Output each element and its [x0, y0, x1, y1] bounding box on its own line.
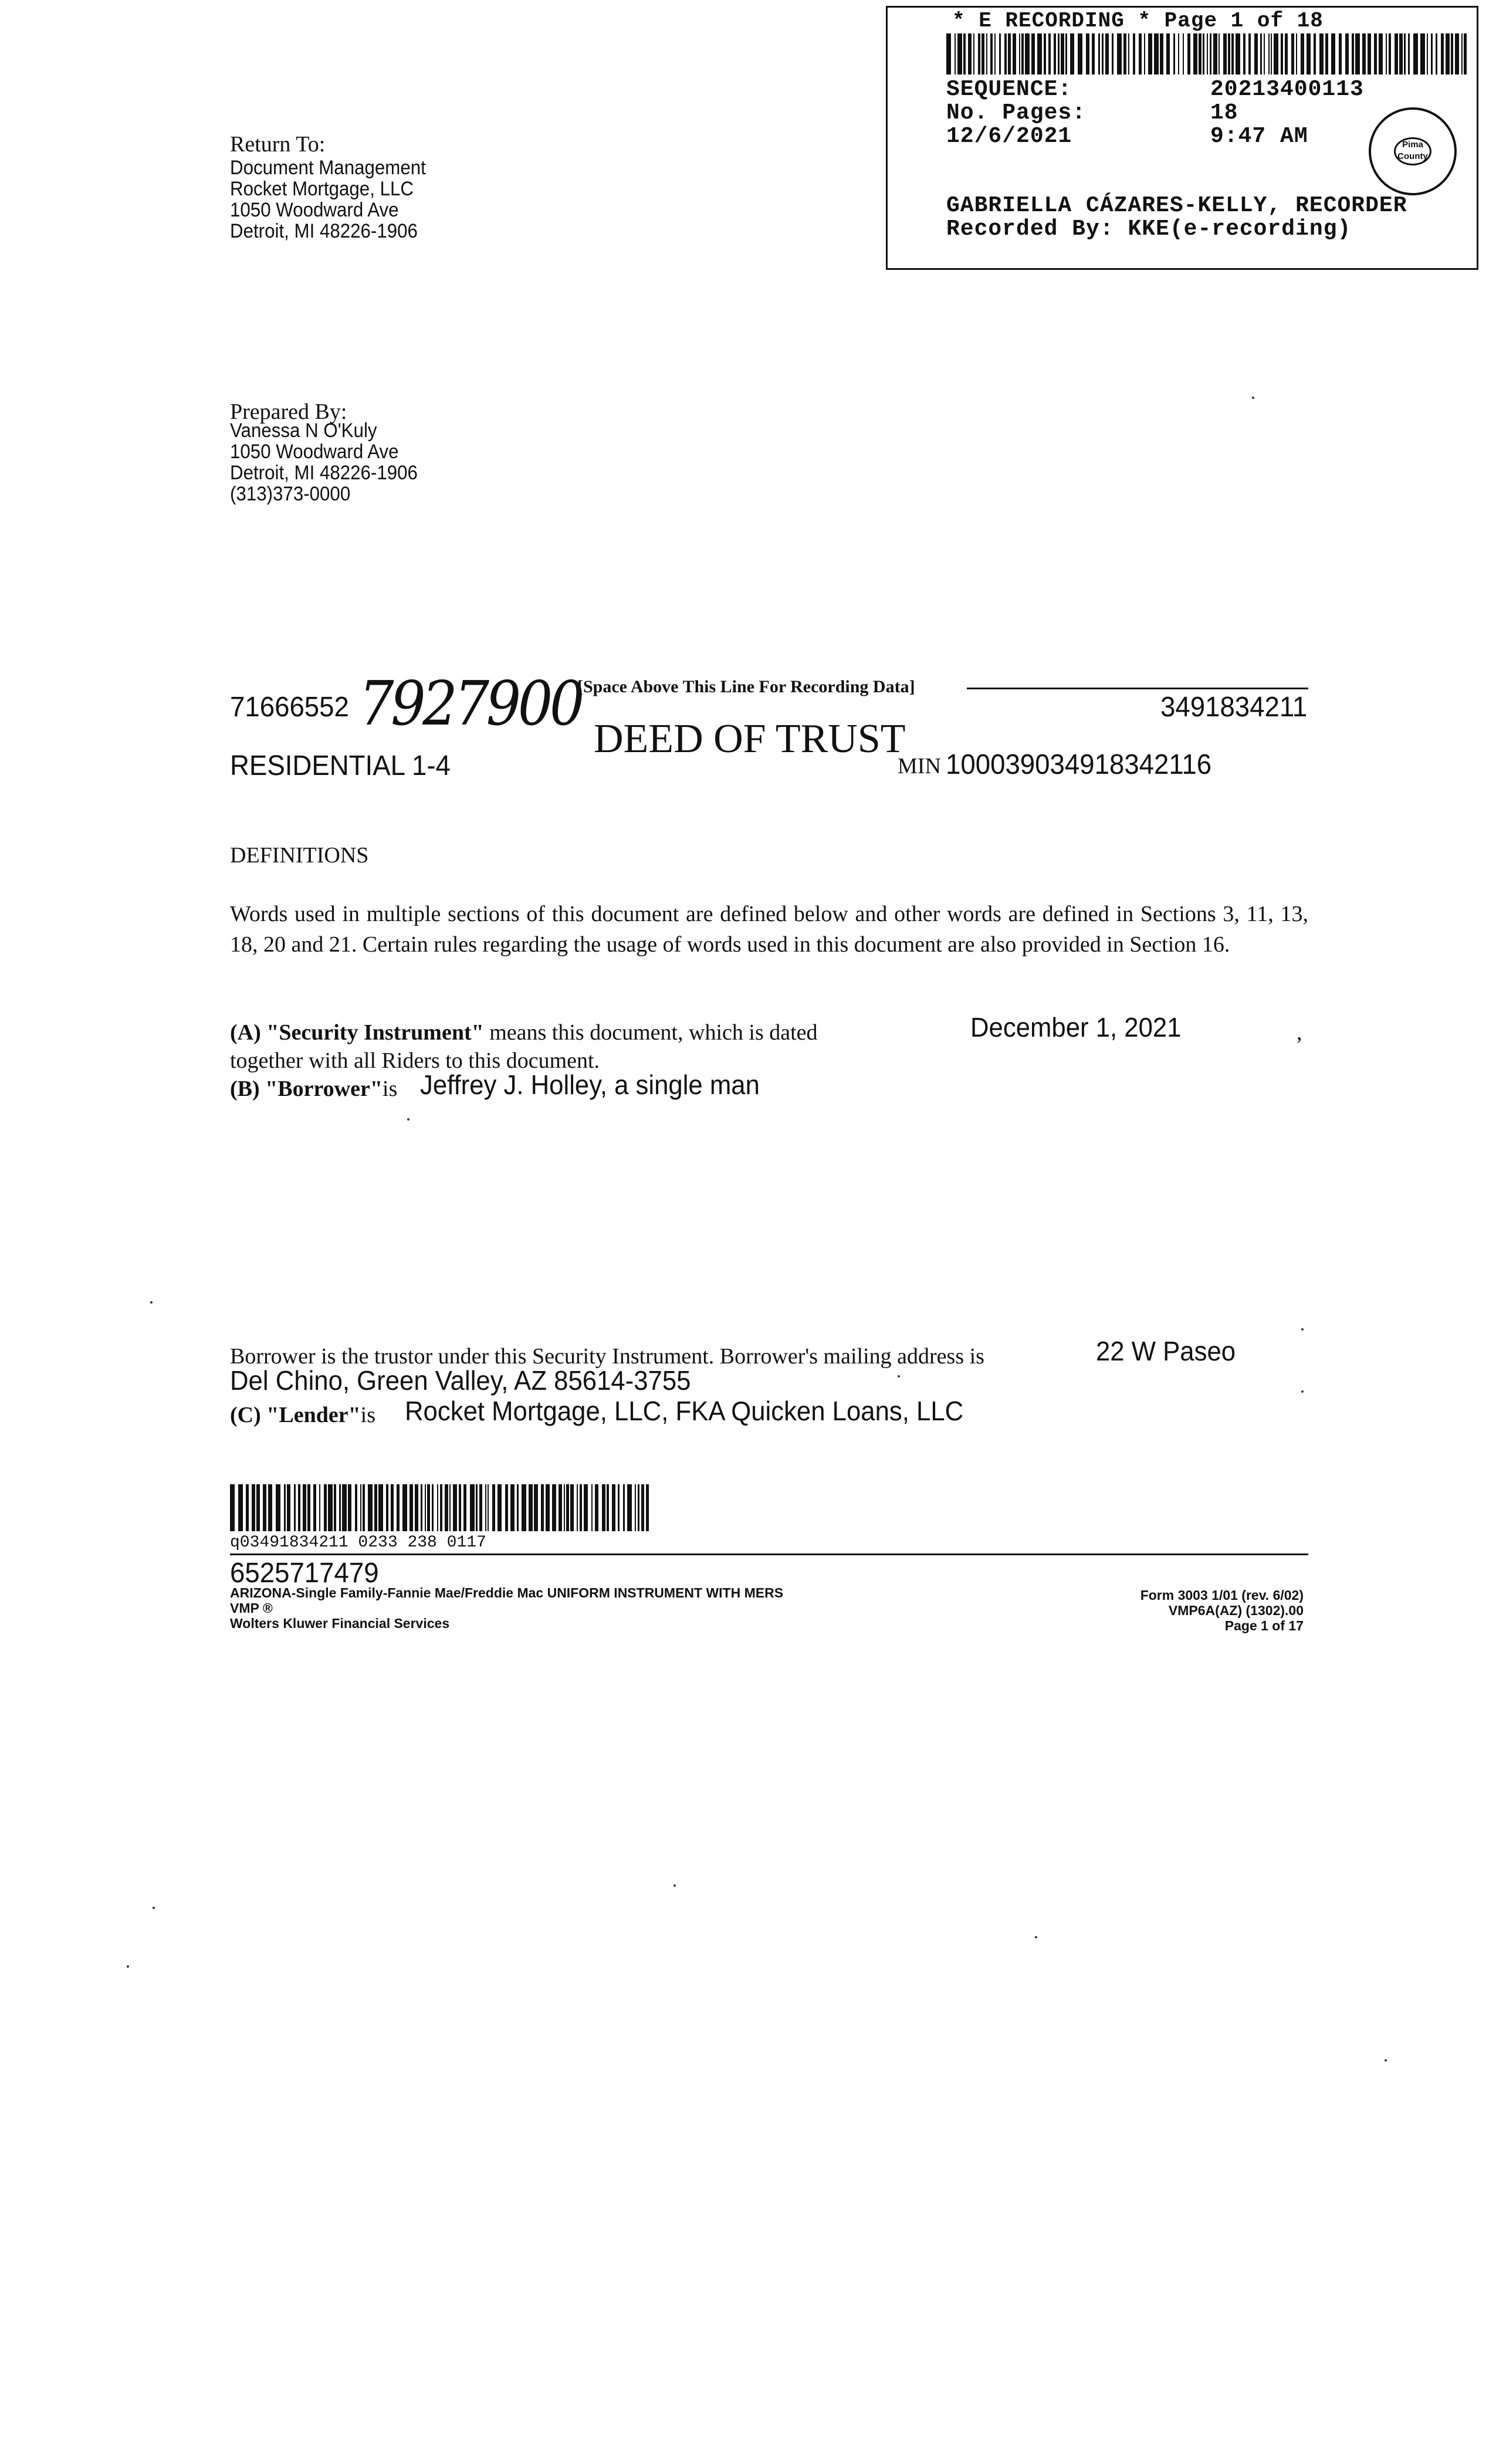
barcode-bar — [386, 1484, 388, 1531]
min-value: 100039034918342116 — [946, 749, 1212, 780]
barcode-bar — [1368, 33, 1371, 75]
stamp-header: * E RECORDING * Page 1 of 18 — [952, 9, 1324, 33]
barcode-bar — [641, 1484, 644, 1531]
barcode-bar — [342, 1484, 347, 1531]
barcode-bar — [363, 1484, 365, 1531]
barcode-bar — [546, 1484, 550, 1531]
barcode-bar — [1379, 33, 1383, 75]
barcode-bar — [602, 1484, 605, 1531]
barcode-bar — [1210, 33, 1211, 75]
barcode-bar — [334, 1484, 336, 1531]
barcode-bar — [1061, 33, 1064, 75]
barcode-bar — [246, 1484, 249, 1531]
barcode-bar — [425, 1484, 426, 1531]
definition-b-is: is — [382, 1077, 398, 1101]
barcode-bar — [646, 1484, 649, 1531]
barcode-bar — [360, 1484, 361, 1531]
footer-form-code: VMP6A(AZ) (1302).00 — [1168, 1603, 1304, 1618]
barcode-bar — [552, 1484, 556, 1531]
space-above-label: [Space Above This Line For Recording Data] — [577, 677, 915, 696]
footer-form-number: Form 3003 1/01 (rev. 6/02) — [1140, 1588, 1304, 1603]
barcode-bar — [627, 1484, 632, 1531]
barcode-bar — [256, 1484, 260, 1531]
barcode-bar — [1362, 33, 1366, 75]
barcode-bar — [476, 1484, 478, 1531]
barcode-bar — [1446, 33, 1450, 75]
barcode-bar — [298, 1484, 300, 1531]
barcode-bar — [1173, 33, 1175, 75]
barcode-bar — [1223, 33, 1227, 75]
barcode-bar — [294, 1484, 296, 1531]
trustor-statement: Borrower is the trustor under this Security Instrument. Borrower's mailing address is — [230, 1344, 984, 1369]
loan-number-right: 3491834211 — [1160, 692, 1308, 723]
scan-speck — [1301, 1328, 1304, 1331]
prepared-by-address — [230, 420, 434, 505]
barcode-bar — [1331, 33, 1335, 75]
barcode-bar — [437, 1484, 438, 1531]
stamp-recorder: GABRIELLA CÁZARES-KELLY, RECORDER — [946, 193, 1407, 218]
barcode-bar — [440, 1484, 442, 1531]
footer-barcode — [230, 1484, 652, 1531]
barcode-bar — [1285, 33, 1288, 75]
barcode-bar — [1281, 33, 1283, 75]
barcode-bar — [432, 1484, 434, 1531]
scan-speck — [673, 1884, 676, 1887]
barcode-bar — [1260, 33, 1262, 75]
document-title: DEED OF TRUST — [594, 716, 906, 761]
barcode-bar — [1219, 33, 1220, 75]
barcode-bar — [1345, 33, 1349, 75]
barcode-bar — [1025, 33, 1030, 75]
barcode-bar — [1098, 33, 1100, 75]
stamp-time: 9:47 AM — [1210, 124, 1308, 149]
barcode-bar — [263, 1484, 266, 1531]
recording-data-rule — [967, 688, 1308, 689]
barcode-bar — [607, 1484, 609, 1531]
barcode-bar — [276, 1484, 280, 1531]
barcode-bar — [488, 1484, 489, 1531]
stamp-sequence-label: SEQUENCE: — [946, 77, 1072, 102]
barcode-bar — [978, 33, 980, 75]
barcode-bar — [1058, 33, 1060, 75]
barcode-bar — [566, 1484, 569, 1531]
barcode-bar — [449, 1484, 451, 1531]
scan-speck — [1252, 397, 1254, 399]
barcode-bar — [595, 1484, 598, 1531]
barcode-bar — [529, 1484, 533, 1531]
borrower-address-line1: 22 W Paseo — [1096, 1336, 1236, 1366]
barcode-bar — [470, 1484, 475, 1531]
footer-publisher: Wolters Kluwer Financial Services — [230, 1616, 450, 1631]
footer-doc-number: 6525717479 — [230, 1558, 379, 1589]
barcode-bar — [986, 33, 987, 75]
barcode-bar — [1144, 33, 1145, 75]
barcode-bar — [238, 1484, 243, 1531]
barcode-bar — [1154, 33, 1159, 75]
barcode-bar — [1231, 33, 1234, 75]
barcode-bar — [1048, 33, 1051, 75]
stamp-pages-value: 18 — [1210, 100, 1238, 126]
barcode-bar — [1264, 33, 1265, 75]
barcode-bar — [1187, 33, 1190, 75]
definition-a-comma: , — [1297, 1020, 1302, 1045]
barcode-bar — [517, 1484, 519, 1531]
barcode-bar — [355, 1484, 357, 1531]
barcode-bar — [1291, 33, 1294, 75]
barcode-bar — [955, 33, 956, 75]
barcode-bar — [1271, 33, 1272, 75]
barcode-bar — [397, 1484, 400, 1531]
barcode-bar — [328, 1484, 333, 1531]
stamp-pages-label: No. Pages: — [946, 100, 1087, 126]
barcode-bar — [463, 1484, 466, 1531]
lender-name: Rocket Mortgage, LLC, FKA Quicken Loans, LLC — [405, 1396, 964, 1426]
barcode-bar — [1133, 33, 1135, 75]
barcode-bar — [427, 1484, 430, 1531]
barcode-bar — [1254, 33, 1258, 75]
barcode-bar — [391, 1484, 394, 1531]
barcode-bar — [973, 33, 974, 75]
definition-a-text: means this document, which is dated — [489, 1020, 818, 1045]
barcode-bar — [1413, 33, 1418, 75]
footer-rule — [230, 1553, 1308, 1555]
barcode-bar — [1386, 33, 1387, 75]
barcode-bar — [541, 1484, 544, 1531]
barcode-bar — [510, 1484, 515, 1531]
barcode-bar — [1183, 33, 1184, 75]
barcode-bar — [1123, 33, 1126, 75]
barcode-bar — [1248, 33, 1251, 75]
barcode-bar — [1044, 33, 1046, 75]
barcode-bar — [348, 1484, 351, 1531]
barcode-bar — [1461, 33, 1463, 75]
barcode-bar — [1078, 33, 1082, 75]
barcode-bar — [1004, 33, 1007, 75]
barcode-bar — [1203, 33, 1204, 75]
barcode-bar — [1128, 33, 1129, 75]
scan-speck — [127, 1965, 129, 1968]
barcode-bar — [999, 33, 1001, 75]
barcode-bar — [230, 1484, 235, 1531]
barcode-bar — [1268, 33, 1270, 75]
barcode-bar — [252, 1484, 255, 1531]
barcode-bar — [1464, 33, 1467, 75]
barcode-bar — [1451, 33, 1453, 75]
barcode-bar — [485, 1484, 486, 1531]
barcode-bar — [1301, 33, 1304, 75]
footer-page-number: Page 1 of 17 — [1224, 1618, 1304, 1633]
barcode-bar — [1037, 33, 1042, 75]
barcode-bar — [268, 1484, 272, 1531]
barcode-bar — [284, 1484, 286, 1531]
barcode-bar — [497, 1484, 502, 1531]
barcode-bar — [1117, 33, 1122, 75]
barcode-bar — [307, 1484, 310, 1531]
borrower-address-line2: Del Chino, Green Valley, AZ 85614-3755 — [230, 1365, 691, 1396]
scan-speck — [150, 1301, 153, 1304]
barcode-bar — [1228, 33, 1230, 75]
barcode-bar — [313, 1484, 316, 1531]
county-seal-center: Pima County — [1394, 137, 1431, 165]
barcode-bar — [1021, 33, 1024, 75]
barcode-bar — [1166, 33, 1170, 75]
barcode-bar — [963, 33, 966, 75]
residential-label: RESIDENTIAL 1-4 — [230, 750, 451, 781]
barcode-bar — [1325, 33, 1328, 75]
barcode-bar — [534, 1484, 538, 1531]
barcode-bar — [1213, 33, 1217, 75]
footer-form-title: ARIZONA-Single Family-Fannie Mae/Freddie Mac UNIFORM INSTRUMENT WITH MERS — [230, 1585, 784, 1600]
barcode-bar — [1193, 33, 1197, 75]
barcode-bar — [1339, 33, 1342, 75]
return-to-label: Return To: — [230, 132, 326, 157]
barcode-bar — [994, 33, 996, 75]
barcode-bar — [324, 1484, 327, 1531]
definition-a-label: (A) — [230, 1020, 261, 1045]
barcode-bar — [368, 1484, 373, 1531]
barcode-bar — [505, 1484, 508, 1531]
min-label: MIN — [898, 754, 941, 779]
definition-c — [230, 1402, 375, 1428]
barcode-bar — [1065, 33, 1067, 75]
scan-speck — [153, 1907, 155, 1909]
barcode-bar — [968, 33, 972, 75]
barcode-bar — [1352, 33, 1354, 75]
return-to-address — [230, 157, 443, 242]
barcode-bar — [1008, 33, 1011, 75]
county-seal — [1369, 107, 1457, 195]
barcode-bar — [612, 1484, 615, 1531]
definition-c-is: is — [360, 1403, 376, 1427]
loan-number-left: 71666552 — [230, 692, 349, 723]
prepared-by-line: 1050 Woodward Ave — [230, 441, 399, 463]
footer-vmp: VMP ® — [230, 1600, 273, 1616]
scan-speck — [1301, 1390, 1304, 1393]
footer-barcode-text: q03491834211 0233 238 0117 — [230, 1534, 486, 1552]
stamp-barcode — [946, 33, 1468, 75]
barcode-bar — [1399, 33, 1403, 75]
barcode-bar — [415, 1484, 418, 1531]
barcode-bar — [1086, 33, 1089, 75]
barcode-bar — [1054, 33, 1056, 75]
barcode-bar — [339, 1484, 341, 1531]
barcode-bar — [564, 1484, 565, 1531]
recording-stamp — [886, 6, 1478, 270]
barcode-bar — [981, 33, 984, 75]
barcode-bar — [492, 1484, 495, 1531]
return-to-line: 1050 Woodward Ave — [230, 199, 399, 221]
barcode-bar — [570, 1484, 574, 1531]
definition-a — [230, 1020, 818, 1045]
barcode-bar — [1455, 33, 1459, 75]
prepared-by-line: (313)373-0000 — [230, 483, 351, 505]
barcode-bar — [1427, 33, 1428, 75]
prepared-by-line: Detroit, MI 48226-1906 — [230, 462, 418, 484]
barcode-bar — [1139, 33, 1142, 75]
barcode-bar — [522, 1484, 526, 1531]
barcode-bar — [580, 1484, 582, 1531]
definition-b-term: "Borrower" — [265, 1077, 383, 1101]
barcode-bar — [957, 33, 962, 75]
barcode-bar — [577, 1484, 578, 1531]
barcode-bar — [1296, 33, 1297, 75]
borrower-name: Jeffrey J. Holley, a single man — [420, 1069, 760, 1100]
barcode-bar — [1389, 33, 1391, 75]
barcode-bar — [378, 1484, 383, 1531]
barcode-bar — [1178, 33, 1179, 75]
barcode-bar — [559, 1484, 562, 1531]
barcode-bar — [374, 1484, 377, 1531]
barcode-bar — [1236, 33, 1240, 75]
barcode-bar — [1319, 33, 1324, 75]
barcode-bar — [445, 1484, 448, 1531]
barcode-bar — [287, 1484, 290, 1531]
definition-b-label: (B) — [230, 1077, 260, 1101]
barcode-bar — [1307, 33, 1311, 75]
barcode-bar — [591, 1484, 593, 1531]
barcode-bar — [1408, 33, 1410, 75]
barcode-bar — [635, 1484, 636, 1531]
scan-speck — [898, 1375, 900, 1377]
barcode-bar — [402, 1484, 407, 1531]
barcode-bar — [1314, 33, 1316, 75]
prepared-by-line: Vanessa N O'Kuly — [230, 419, 377, 442]
barcode-bar — [1243, 33, 1245, 75]
barcode-bar — [1431, 33, 1433, 75]
barcode-bar — [1160, 33, 1163, 75]
handwritten-number: 7927900 — [359, 668, 582, 739]
definition-c-label: (C) — [230, 1403, 261, 1427]
definitions-intro: Words used in multiple sections of this document are defined below and other words are defined in Sections 3, 11, 13, 18, 20 and 21. Certain rules regarding the usage of words used in this document are also provided in Section 16. — [230, 902, 1308, 957]
definition-a-term: "Security Instrument" — [266, 1020, 484, 1045]
barcode-bar — [1420, 33, 1425, 75]
stamp-date: 12/6/2021 — [946, 124, 1072, 149]
barcode-bar — [946, 33, 951, 75]
barcode-bar — [1112, 33, 1113, 75]
security-instrument-date: December 1, 2021 — [970, 1012, 1182, 1043]
definition-c-term: "Lender" — [266, 1403, 361, 1427]
barcode-bar — [1374, 33, 1377, 75]
barcode-bar — [1199, 33, 1201, 75]
scan-speck — [1385, 2059, 1387, 2062]
prepared-by-label: Prepared By: — [230, 400, 347, 424]
barcode-bar — [409, 1484, 413, 1531]
barcode-bar — [1019, 33, 1020, 75]
barcode-bar — [1148, 33, 1152, 75]
stamp-sequence-value: 20213400113 — [1210, 77, 1364, 102]
stamp-recorded-by: Recorded By: KKE(e-recording) — [946, 216, 1352, 242]
scan-speck — [1035, 1936, 1037, 1938]
barcode-bar — [990, 33, 993, 75]
barcode-bar — [479, 1484, 482, 1531]
barcode-bar — [1013, 33, 1016, 75]
barcode-bar — [623, 1484, 625, 1531]
return-to-line: Document Management — [230, 157, 426, 179]
barcode-bar — [421, 1484, 422, 1531]
barcode-bar — [638, 1484, 639, 1531]
scan-speck — [407, 1118, 409, 1121]
return-to-line: Detroit, MI 48226-1906 — [230, 220, 418, 242]
barcode-bar — [1092, 33, 1095, 75]
barcode-bar — [1355, 33, 1360, 75]
barcode-bar — [1441, 33, 1444, 75]
barcode-bar — [1436, 33, 1437, 75]
return-to-line: Rocket Mortgage, LLC — [230, 178, 414, 200]
definition-b — [230, 1076, 397, 1102]
barcode-bar — [1274, 33, 1278, 75]
barcode-bar — [1102, 33, 1104, 75]
barcode-bar — [584, 1484, 588, 1531]
barcode-bar — [319, 1484, 320, 1531]
barcode-bar — [1070, 33, 1074, 75]
barcode-bar — [459, 1484, 461, 1531]
definitions-heading: DEFINITIONS — [230, 843, 369, 868]
barcode-bar — [1207, 33, 1208, 75]
definition-a-continuation: together with all Riders to this document. — [230, 1048, 600, 1073]
barcode-bar — [618, 1484, 620, 1531]
barcode-bar — [1105, 33, 1109, 75]
barcode-bar — [1404, 33, 1406, 75]
barcode-bar — [453, 1484, 457, 1531]
barcode-bar — [1395, 33, 1398, 75]
barcode-bar — [1031, 33, 1035, 75]
barcode-bar — [303, 1484, 306, 1531]
